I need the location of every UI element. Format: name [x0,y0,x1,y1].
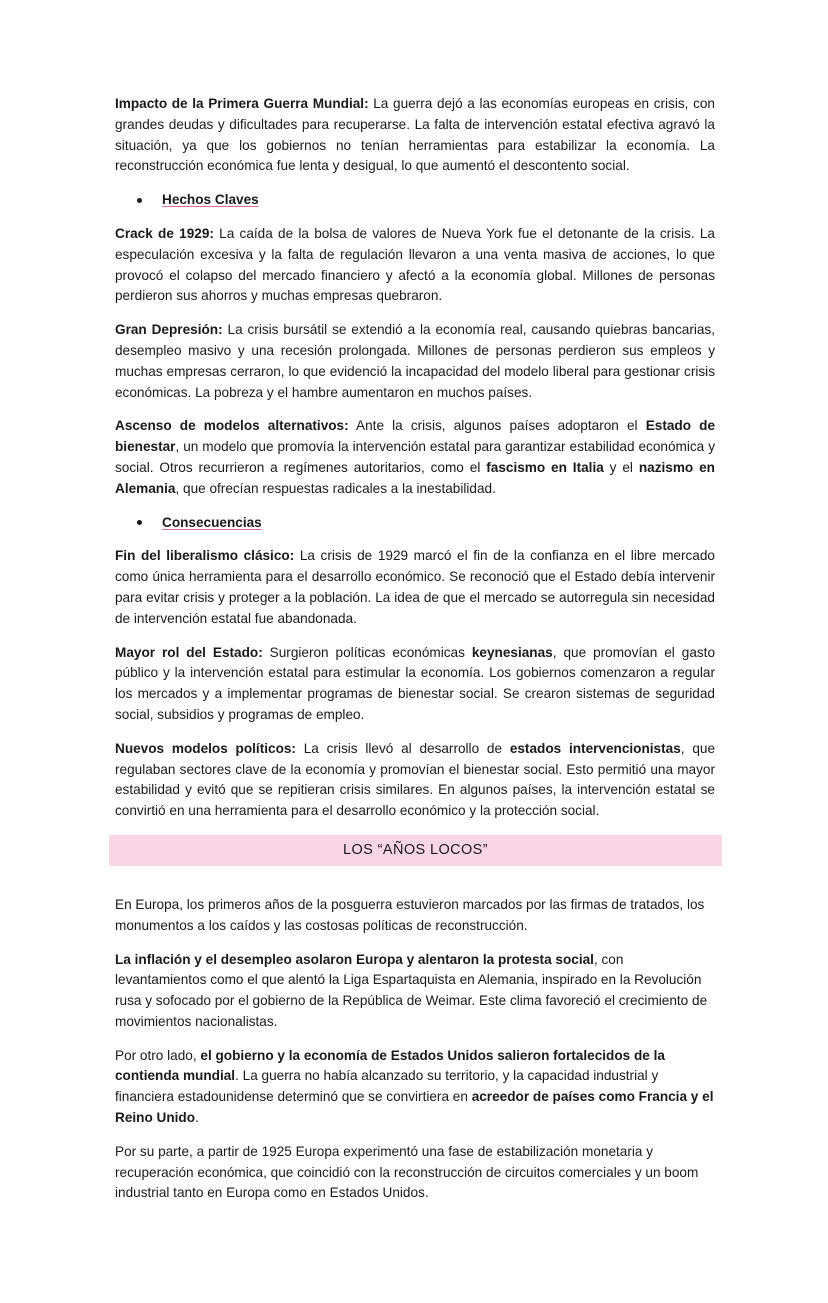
text: , que regulaban sectores clave de la economía y promovían el bienestar social. Esto permitió una mayor estabilidad y evitó que se repitieran crisis similares. En algunos países, la intervención estatal se convirtió en una herramienta para el desarrollo económico y la protección social. [115,740,716,819]
term-estado-bienestar: Estado de bienestar [115,418,716,455]
subheading-hechos-claves: Hechos Claves [162,192,259,208]
paragraph-rol-estado [115,643,715,726]
paragraph-europa-posguerra [115,895,715,937]
section-banner [109,835,722,866]
term-nuevos-modelos: Nuevos modelos políticos: [115,740,296,756]
paragraph-inflacion [115,950,715,1033]
text: Ante la crisis, algunos países adoptaron el [348,418,646,434]
term-impacto: Impacto de la Primera Guerra Mundial: [115,96,369,111]
term-inflacion: La inflación y el desempleo asolaron Europa y alentaron la protesta social [115,951,594,967]
text: La caída de la bolsa de valores de Nueva York fue el detonante de la crisis. La especulación excesiva y la falta de regulación llevaron a una venta masiva de acciones, lo que provocó el colapso del mercado financiero y afectó a la economía global. Millones de personas perdieron sus ahorros y muchas empresas quebraron. [115,225,715,304]
text: Surgieron políticas económicas [262,644,472,660]
term-estados-intervencionistas: estados intervencionistas [509,740,681,756]
paragraph-impacto [115,94,715,177]
bullet-consecuencias [137,513,715,534]
paragraph-estabilizacion [115,1142,715,1204]
text: , con levantamientos como el que alentó la Liga Espartaquista en Alemania, inspirado en la Revolución rusa y sofocado por el gobierno de la República de Weimar. Este clima favoreció el crecimiento de movimientos nacionalistas. [115,951,708,1029]
section-title: LOS “AÑOS LOCOS” [343,842,488,859]
term-fin-liberalismo: Fin del liberalismo clásico: [115,548,295,564]
text: Por su parte, a partir de 1925 Europa experimentó una fase de estabilización monetaria y recuperación económica, que coincidió con la reconstrucción de circuitos comerciales y un boom industrial tanto en Europa como en Estados Unidos. [115,1143,699,1201]
text: La crisis de 1929 marcó el fin de la confianza en el libre mercado como única herramienta para el desarrollo económico. Se reconoció que el Estado debía intervenir para evitar crisis y proteger a la población. La idea de que el mercado se autorregula sin necesidad de intervención estatal fue abandonada. [115,548,715,626]
bullet-dot-icon [137,520,142,525]
text: y el [603,459,639,475]
text: La crisis llevó al desarrollo de [295,740,510,756]
text: , un modelo que promovía la intervención estatal para garantizar estabilidad económica y social. Otros recurrieron a regímenes autoritarios, como el [115,439,715,475]
text: . [195,1110,199,1126]
paragraph-gran-depresion [115,320,715,403]
term-rol-estado: Mayor rol del Estado: [115,644,263,660]
text: . La guerra no había alcanzado su territorio, y la capacidad industrial y financiera estadounidense determinó que se convirtiera en [115,1068,659,1105]
text: , que ofrecían respuestas radicales a la inestabilidad. [175,480,496,496]
term-ascenso: Ascenso de modelos alternativos: [115,418,349,434]
paragraph-crack [115,224,715,307]
bullet-hechos-claves [137,190,715,211]
text: La guerra dejó a las economías europeas en crisis, con grandes deudas y dificultades para recuperarse. La falta de intervención estatal efectiva agravó la situación, ya que los gobiernos no tenían herramientas para estabilizar la economía. La reconstrucción económica fue lenta y desigual, lo que aumentó el descontento social. [115,96,715,174]
paragraph-fin-liberalismo [115,546,715,629]
paragraph-nuevos-modelos [115,739,715,822]
paragraph-ascenso [115,416,715,499]
term-nazismo: nazismo en Alemania [115,459,715,496]
term-gran-depresion: Gran Depresión: [115,322,223,338]
term-acreedor: acreedor de países como Francia y el Reino Unido [115,1089,714,1126]
term-crack: Crack de 1929: [115,225,214,241]
text: Por otro lado, [115,1047,201,1063]
bullet-dot-icon [137,198,142,203]
text: En Europa, los primeros años de la posguerra estuvieron marcados por las firmas de tratados, los monumentos a los caídos y las costosas políticas de reconstrucción. [115,896,705,933]
term-fascismo: fascismo en Italia [486,459,604,475]
text: , que promovían el gasto público y la intervención estatal para estimular la economía. Los gobiernos comenzaron a regular los mercados y a implementar programas de bienestar social. Se crearon sistemas de seguridad social, subsidios y programas de empleo. [115,644,716,722]
term-keynesianas: keynesianas [471,644,553,660]
subheading-consecuencias: Consecuencias [162,514,262,530]
text: La crisis bursátil se extendió a la economía real, causando quiebras bancarias, desempleo masivo y una recesión prolongada. Millones de personas perdieron sus empleos y muchas empresas cerraron, lo que evidenció la incapacidad del modelo liberal para gestionar crisis económicas. La pobreza y el hambre aumentaron en muchos países. [115,322,715,400]
paragraph-estados-unidos [115,1046,715,1129]
term-eeuu-fortalecidos: el gobierno y la economía de Estados Unidos salieron fortalecidos de la contienda mundial [115,1047,665,1084]
